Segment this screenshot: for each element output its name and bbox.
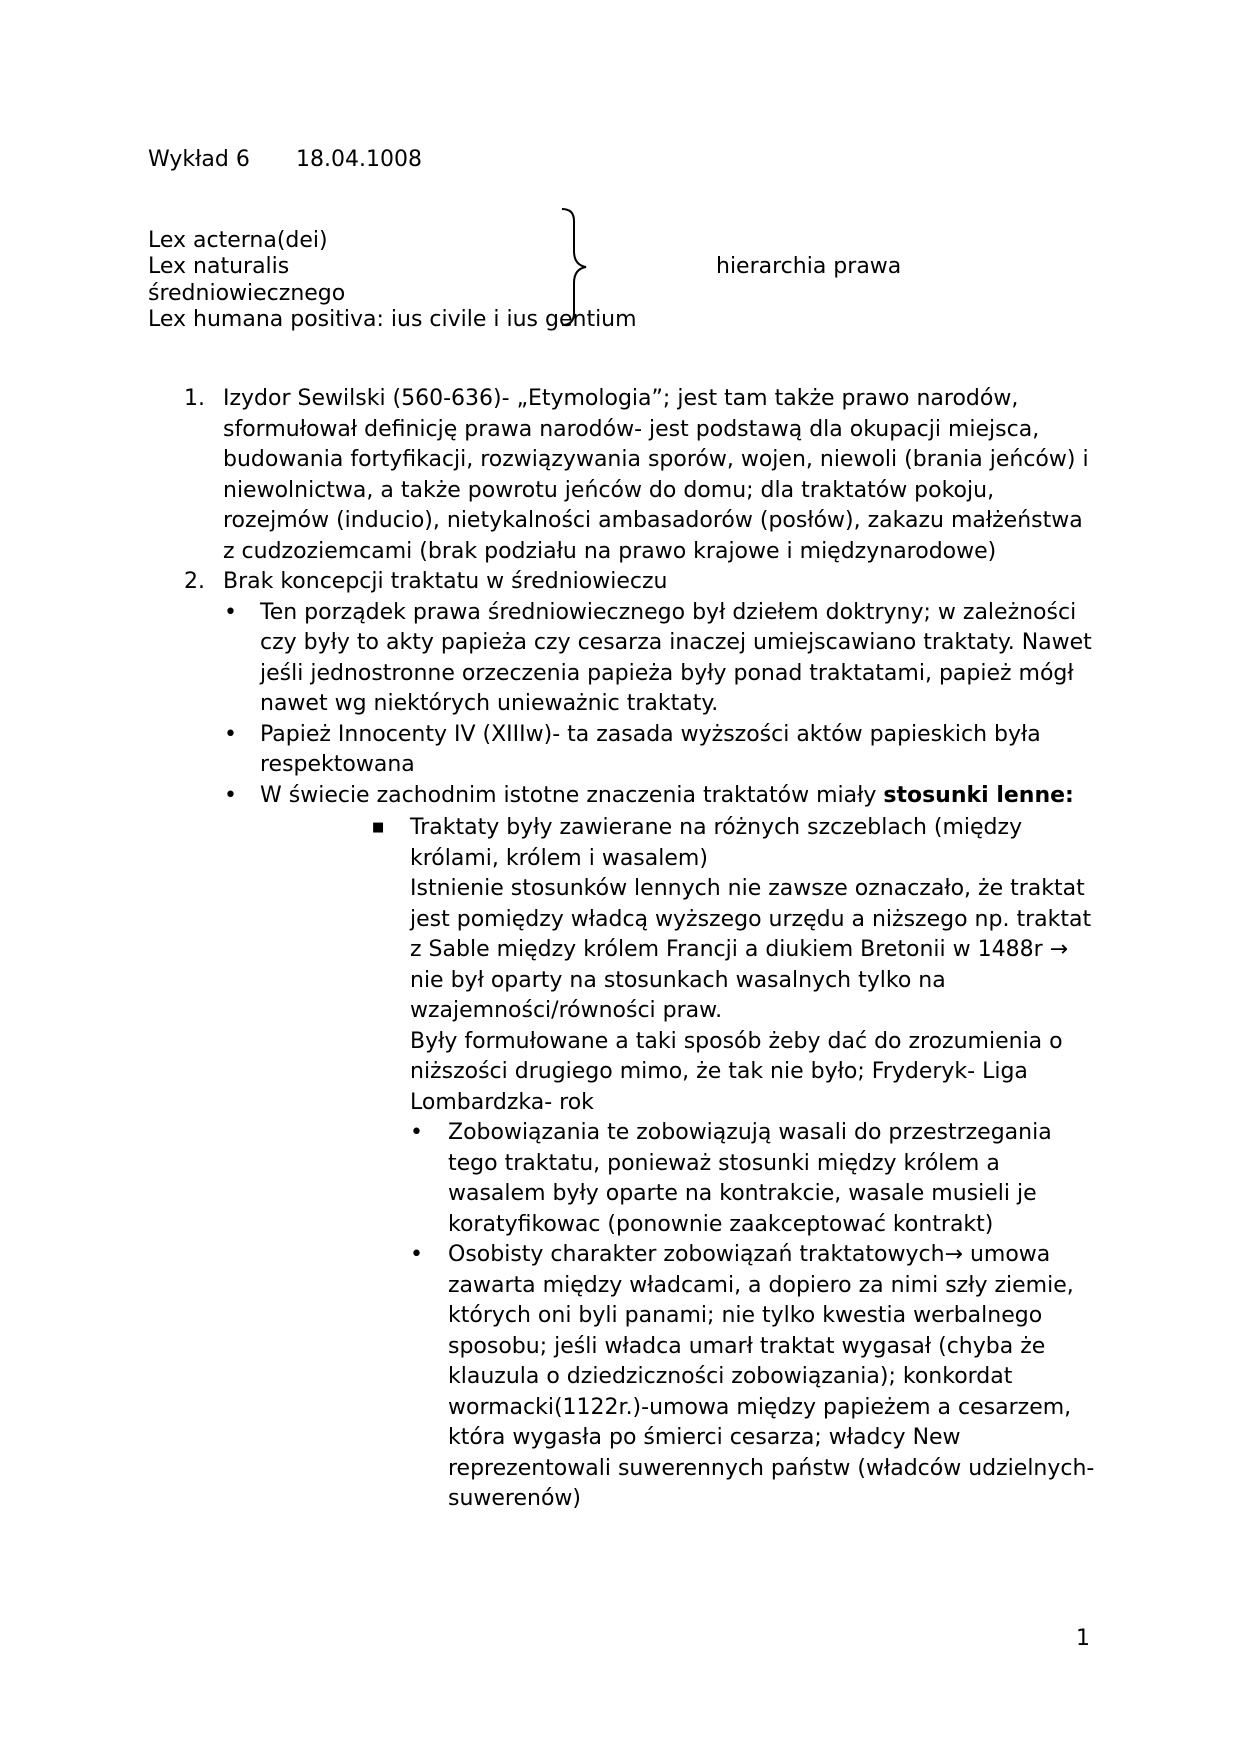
page-number: 1: [1076, 1626, 1090, 1651]
lex-line-2: Lex naturalis: [148, 254, 290, 279]
sub-bullet-item: [148, 1118, 1098, 1240]
bullet-text: Ten porządek prawa średniowiecznego był dziełem doktryny; w zależności czy były to akty papieża czy cesarza inaczej umiejscawiano traktaty. Nawet jeśli jednostronne orzeczenia papieża były ponad traktatami, papież mógł nawet wg niektórych unieważnic traktaty.: [260, 599, 1092, 716]
main-list: [148, 384, 1098, 1515]
bullet-icon: •: [410, 1120, 423, 1145]
curly-brace-icon: [558, 207, 598, 327]
paragraph-text: Istnienie stosunków lennych nie zawsze oznaczało, że traktat jest pomiędzy władcą wyższego urzędu a niższego np. traktat z Sable między królem Francji a diukiem Bretonii w 1488r: [410, 876, 1092, 962]
square-bullet-icon: ■: [372, 820, 385, 835]
paragraph: [148, 1027, 1098, 1119]
square-bullet-text: Traktaty były zawierane na różnych szczeblach (między królami, królem i wasalem): [410, 815, 1023, 871]
bullet-item: [148, 781, 1098, 812]
bullet-item: [148, 598, 1098, 720]
square-bullet-item: [148, 813, 1098, 874]
lecture-title: Wykład 6: [148, 147, 250, 172]
list-item: [148, 567, 1098, 598]
lex-line-3: średniowiecznego: [148, 281, 346, 306]
bullet-icon: •: [224, 721, 237, 747]
lecture-date: 18.04.1008: [296, 147, 422, 172]
bullet-text: W świecie zachodnim istotne znaczenia traktatów miały: [260, 782, 884, 808]
lex-line-1: Lex acterna(dei): [148, 228, 328, 253]
paragraph-text: nie był oparty na stosunkach wasalnych tylko na wzajemności/równości praw.: [410, 967, 946, 1023]
paragraph-text: Były formułowane a taki sposób żeby dać do zrozumienia o niższości drugiego mimo, że tak nie było; Fryderyk- Liga Lombardzka- rok: [410, 1028, 1063, 1115]
list-number: 2.: [184, 569, 205, 594]
lex-line-4: Lex humana positiva: ius civile i ius gentium: [148, 307, 637, 332]
list-item: [148, 384, 1098, 567]
lecture-header: [148, 146, 422, 173]
bullet-bold-text: stosunki lenne:: [883, 782, 1074, 808]
sub-bullet-text: umowa zawarta między władcami, a dopiero za nimi szły ziemie, których oni byli panami; nie tylko kwestia werbalnego sposobu; jeśli władca umarł traktat wygasał (chyba że klauzula o dziedziczności zobowiązania); konkordat wormacki(1122r.)-umowa między papieżem a cesarzem, która wygasła po śmierci cesarza; władcy New reprezentowali suwerennych państw (władców udzielnych- suwerenów): [448, 1242, 1095, 1511]
arrow-icon: →: [1049, 937, 1069, 962]
list-item-text: Brak koncepcji traktatu w średniowieczu: [223, 569, 668, 594]
paragraph: [148, 874, 1098, 1027]
hierarchy-label: hierarchia prawa: [716, 254, 902, 279]
sub-bullet-text: Zobowiązania te zobowiązują wasali do przestrzegania tego traktatu, ponieważ stosunki między królem a wasalem były oparte na kontrakcie, wasale musieli je koratyfikowac (ponownie zaakceptować kontrakt): [448, 1120, 1052, 1237]
sub-bullet-item: [148, 1240, 1098, 1515]
arrow-icon: →: [944, 1242, 963, 1267]
bullet-item: [148, 720, 1098, 781]
list-item-text: Izydor Sewilski (560-636)- „Etymologia”; jest tam także prawo narodów, sformułował definicję prawa narodów- jest podstawą dla okupacji miejsca, budowania fortyfikacji, rozwiązywania sporów, wojen, niewoli (brania jeńców) i niewolnictwa, a także powrotu jeńców do domu; dla traktatów pokoju, rozejmów (inducio), nietykalności ambasadorów (posłów), zakazu małżeństwa z cudzoziemcami (brak podziału na prawo krajowe i międzynarodowe): [223, 386, 1089, 564]
bullet-icon: •: [224, 782, 237, 808]
bullet-text: Papież Innocenty IV (XIIIw)- ta zasada wyższości aktów papieskich była respektowana: [260, 721, 1041, 777]
bullet-icon: •: [410, 1242, 423, 1267]
bullet-icon: •: [224, 599, 237, 625]
list-number: 1.: [184, 386, 205, 411]
sub-bullet-text: Osobisty charakter zobowiązań traktatowych: [448, 1242, 945, 1267]
